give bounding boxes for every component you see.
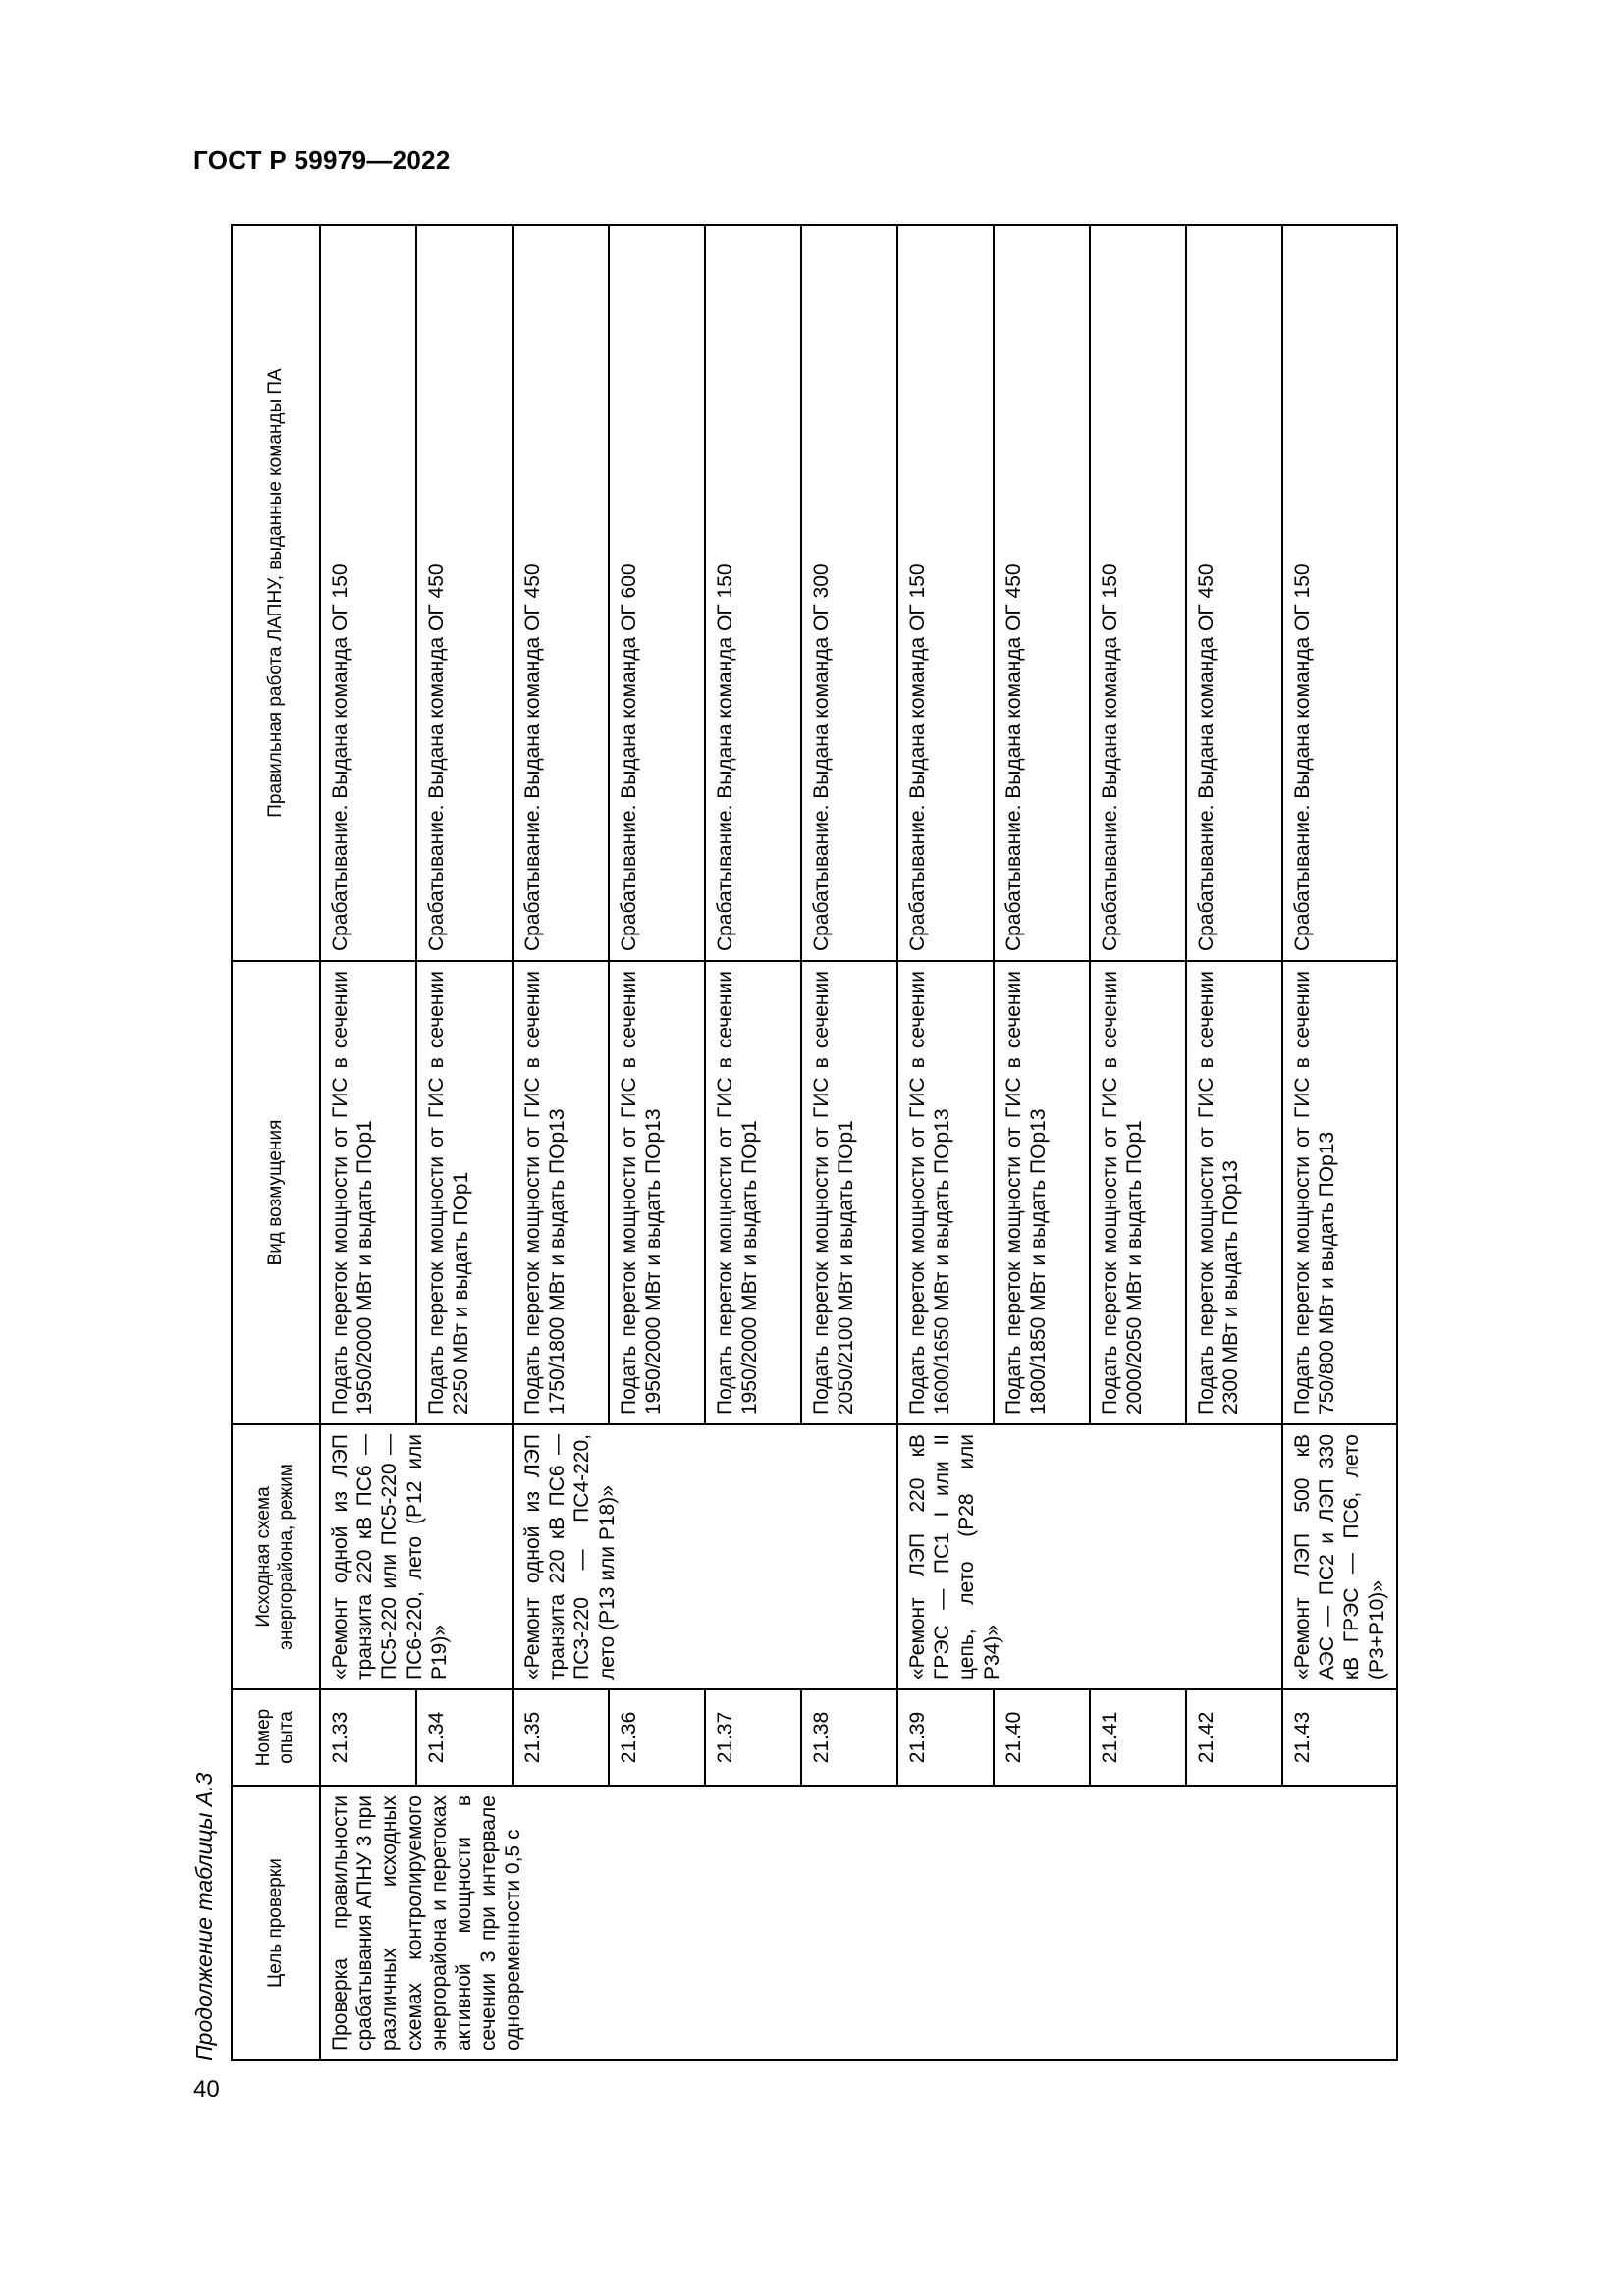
cell-result: Срабатывание. Выдана команда ОГ 600 (609, 225, 705, 961)
cell-result: Срабатывание. Выдана команда ОГ 150 (897, 225, 994, 961)
table-row (1186, 225, 1282, 2060)
cell-disturbance: Подать переток мощности от ГИС в сечении 1950/2000 МВт и выдать ПОр13 (609, 961, 705, 1424)
table-row (994, 225, 1090, 2060)
cell-purpose: Проверка правильности срабатывания АПНУ 3 при различных исходных схемах контролируемого энергорайона и перетоках активной мощности в сечении 3 при интервале одновременности 0,5 с (320, 1786, 1397, 2060)
cell-scheme: «Ремонт одной из ЛЭП транзита 220 кВ ПС6 — ПС5-220 или ПС5-220 — ПС6-220, лето (Р12 или Р19)» (320, 1424, 513, 1689)
cell-disturbance: Подать переток мощности от ГИС в сечении 1950/2000 МВт и выдать ПОр1 (320, 961, 416, 1424)
standard-header: ГОСТ Р 59979—2022 (193, 145, 451, 175)
cell-result: Срабатывание. Выдана команда ОГ 450 (513, 225, 609, 961)
cell-number: 21.33 (320, 1689, 416, 1786)
cell-number: 21.41 (1090, 1689, 1186, 1786)
cell-result: Срабатывание. Выдана команда ОГ 150 (1282, 225, 1397, 961)
col-header-disturbance: Вид возмущения (232, 961, 320, 1424)
cell-scheme: «Ремонт одной из ЛЭП транзита 220 кВ ПС6 — ПС3-220 — ПС4-220, лето (Р13 или Р18)» (513, 1424, 897, 1689)
table-row (897, 225, 994, 2060)
cell-number: 21.43 (1282, 1689, 1397, 1786)
cell-disturbance: Подать переток мощности от ГИС в сечении 1800/1850 МВт и выдать ПОр13 (994, 961, 1090, 1424)
rotated-table-block (191, 226, 1429, 2061)
cell-result: Срабатывание. Выдана команда ОГ 150 (705, 225, 801, 961)
table-row (705, 225, 801, 2060)
cell-number: 21.35 (513, 1689, 609, 1786)
table-caption: Продолжение таблицы А.3 (191, 1772, 217, 2061)
cell-disturbance: Подать переток мощности от ГИС в сечении 1950/2000 МВт и выдать ПОр1 (705, 961, 801, 1424)
col-header-result: Правильная работа ЛАПНУ, выданные команды ПА (232, 225, 320, 961)
cell-disturbance: Подать переток мощности от ГИС в сечении 2000/2050 МВт и выдать ПОр1 (1090, 961, 1186, 1424)
cell-number: 21.36 (609, 1689, 705, 1786)
col-header-purpose: Цель проверки (232, 1786, 320, 2060)
cell-result: Срабатывание. Выдана команда ОГ 450 (1186, 225, 1282, 961)
cell-scheme: «Ремонт ЛЭП 220 кВ ГРЭС — ПС1 I или II цепь, лето (Р28 или Р34)» (897, 1424, 1282, 1689)
table-row (1090, 225, 1186, 2060)
cell-number: 21.40 (994, 1689, 1090, 1786)
table-row (609, 225, 705, 2060)
table-row (1282, 225, 1397, 2060)
page-number: 40 (193, 2076, 220, 2103)
table-header-row (232, 225, 320, 2060)
cell-result: Срабатывание. Выдана команда ОГ 150 (1090, 225, 1186, 961)
cell-number: 21.37 (705, 1689, 801, 1786)
cell-scheme: «Ремонт ЛЭП 500 кВ АЭС — ПС2 и ЛЭП 330 кВ ГРЭС — ПС6, лето (Р3+Р10)» (1282, 1424, 1397, 1689)
cell-disturbance: Подать переток мощности от ГИС в сечении 750/800 МВт и выдать ПОр13 (1282, 961, 1397, 1424)
cell-number: 21.39 (897, 1689, 994, 1786)
cell-disturbance: Подать переток мощности от ГИС в сечении 2250 МВт и выдать ПОр1 (416, 961, 513, 1424)
cell-result: Срабатывание. Выдана команда ОГ 450 (994, 225, 1090, 961)
col-header-number: Номер опыта (232, 1689, 320, 1786)
table-row (416, 225, 513, 2060)
cell-disturbance: Подать переток мощности от ГИС в сечении 1750/1800 МВт и выдать ПОр13 (513, 961, 609, 1424)
col-header-scheme: Исходная схема энергорайона, режим (232, 1424, 320, 1689)
cell-disturbance: Подать переток мощности от ГИС в сечении 2050/2100 МВт и выдать ПОр1 (801, 961, 897, 1424)
table-row (320, 225, 416, 2060)
cell-result: Срабатывание. Выдана команда ОГ 150 (320, 225, 416, 961)
cell-disturbance: Подать переток мощности от ГИС в сечении 1600/1650 МВт и выдать ПОр13 (897, 961, 994, 1424)
cell-number: 21.38 (801, 1689, 897, 1786)
cell-number: 21.42 (1186, 1689, 1282, 1786)
table-row (801, 225, 897, 2060)
cell-result: Срабатывание. Выдана команда ОГ 450 (416, 225, 513, 961)
cell-number: 21.34 (416, 1689, 513, 1786)
cell-result: Срабатывание. Выдана команда ОГ 300 (801, 225, 897, 961)
cell-disturbance: Подать переток мощности от ГИС в сечении 2300 МВт и выдать ПОр13 (1186, 961, 1282, 1424)
table-row (513, 225, 609, 2060)
test-table (231, 224, 1398, 2061)
